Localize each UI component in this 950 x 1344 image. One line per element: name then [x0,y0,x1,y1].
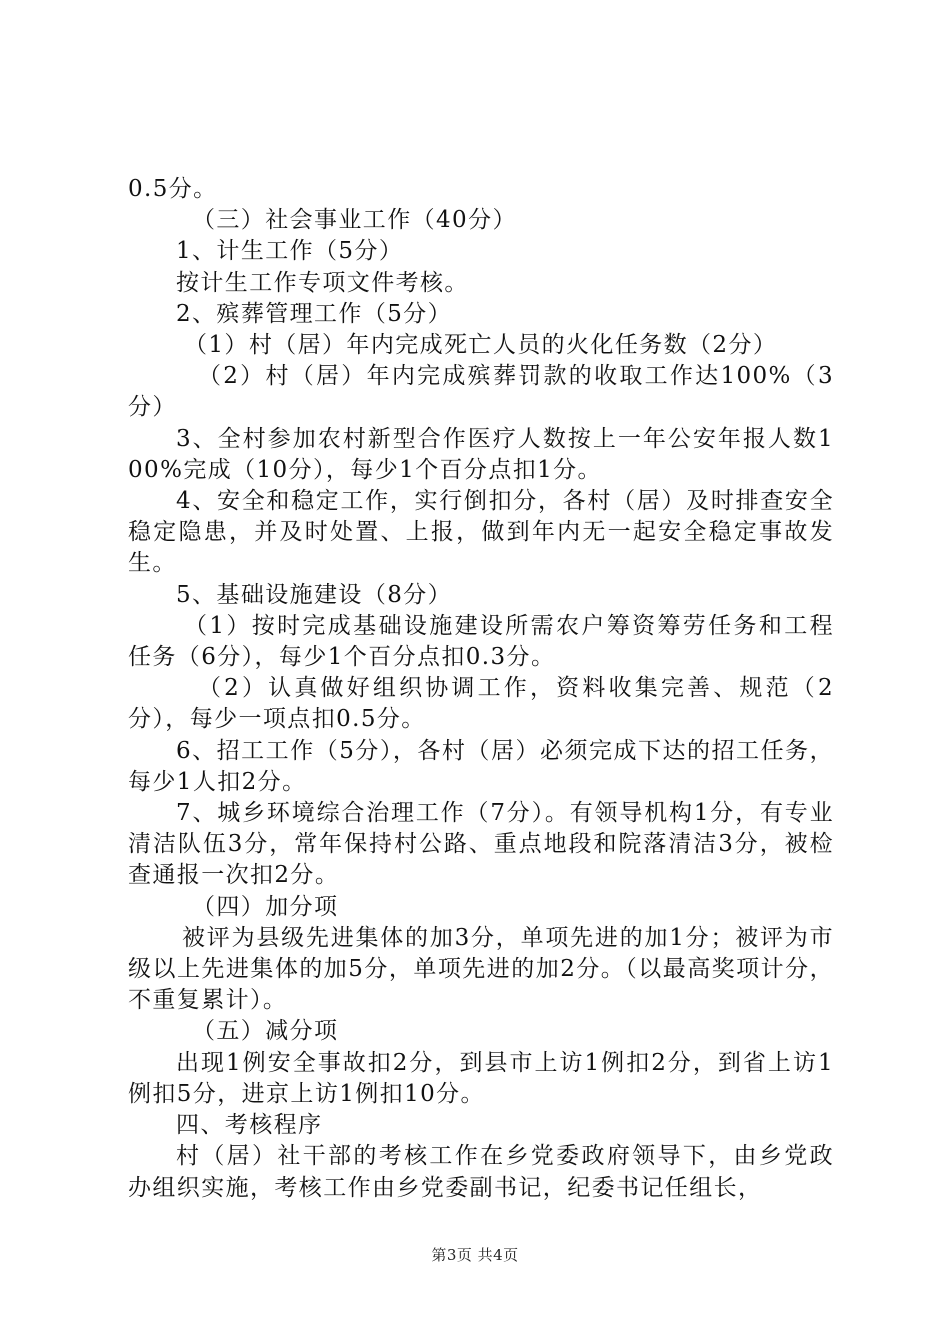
paragraph: 按计生工作专项文件考核。 [176,269,469,296]
sub-item: （2）认真做好组织协调工作，资料收集完善、规范（2分），每少一项点扣0.5分。 [128,675,834,733]
item-heading-funeral-management: 2、殡葬管理工作（5分） [176,300,453,327]
paragraph: 村（居）社干部的考核工作在乡党委政府领导下，由乡党政办组织实施，考核工作由乡党委副书记，纪委书记任组长， [128,1143,834,1201]
item-safety-stability: 4、安全和稳定工作，实行倒扣分，各村（居）及时排查安全稳定隐患，并及时处置、上报，做到年内无一起安全稳定事故发生。 [128,488,834,577]
item-heading-family-planning: 1、计生工作（5分） [176,238,404,265]
paragraph-continuation: 0.5分。 [128,176,218,202]
document-body [128,174,834,1204]
sub-item: （2）村（居）年内完成殡葬罚款的收取工作达100%（3分） [128,363,834,421]
item-medical-cooperation: 3、全村参加农村新型合作医疗人数按上一年公安年报人数100%完成（10分），每少1个百分点扣1分。 [128,425,834,483]
section-heading-social-affairs: （三）社会事业工作（40分） [192,207,517,234]
section-heading-deduction: （五）减分项 [192,1018,339,1045]
sub-item: （1）村（居）年内完成死亡人员的火化任务数（2分） [184,332,778,359]
sub-item: （1）按时完成基础设施建设所需农户筹资筹劳任务和工程任务（6分），每少1个百分点扣0.3分。 [128,612,834,671]
paragraph: 被评为县级先进集体的加3分，单项先进的加1分；被评为市级以上先进集体的加5分，单项先进的加2分。（以最高奖项计分，不重复累计）。 [128,924,834,1014]
section-heading-bonus: （四）加分项 [192,893,339,920]
item-environment: 7、城乡环境综合治理工作（7分）。有领导机构1分，有专业清洁队伍3分，常年保持村公路、重点地段和院落清洁3分，被检查通报一次扣2分。 [128,800,834,889]
section-heading-procedure: 四、考核程序 [176,1112,323,1139]
item-recruitment: 6、招工工作（5分），各村（居）必须完成下达的招工任务，每少1人扣2分。 [128,737,834,795]
paragraph: 出现1例安全事故扣2分，到县市上访1例扣2分，到省上访1例扣5分，进京上访1例扣10分。 [128,1049,834,1107]
item-heading-infrastructure: 5、基础设施建设（8分） [176,581,453,608]
page-number-footer: 第3页 共4页 [431,1246,519,1264]
